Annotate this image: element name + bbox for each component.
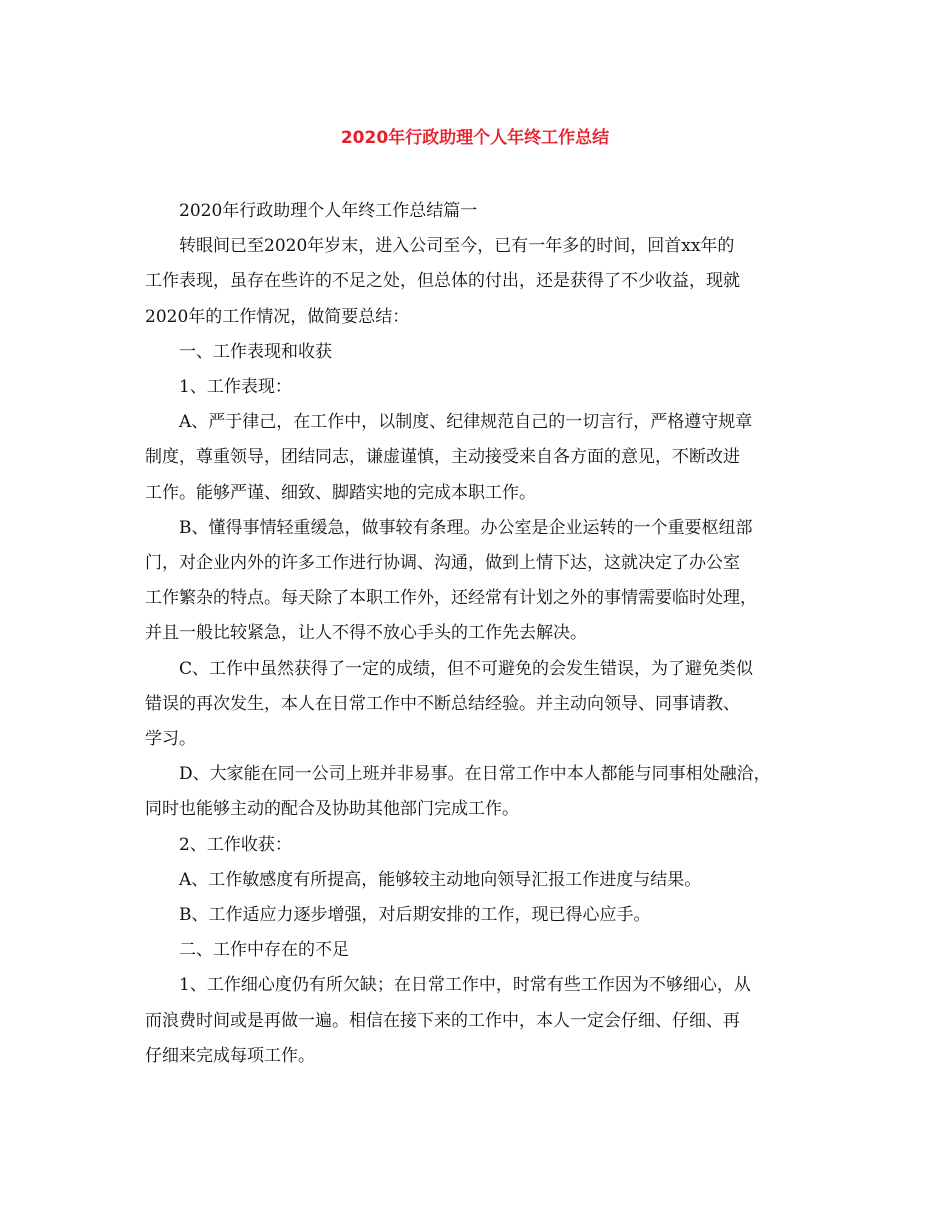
text-line: 二、工作中存在的不足 [179, 940, 349, 961]
text-line: B、工作适应力逐步增强，对后期安排的工作，现已得心应手。 [179, 905, 651, 926]
text-line: 仔细来完成每项工作。 [145, 1045, 315, 1066]
text-line: 门，对企业内外的许多工作进行协调、沟通，做到上情下达，这就决定了办公室 [145, 553, 740, 574]
text-line: 并且一般比较紧急，让人不得不放心手头的工作先去解决。 [145, 623, 587, 644]
text-line: 2、工作收获： [179, 834, 292, 855]
document-body [145, 194, 835, 1074]
text-line: 一、工作表现和收获 [179, 341, 332, 362]
text-line: 工作。能够严谨、细致、脚踏实地的完成本职工作。 [145, 482, 536, 503]
text-line: 工作繁杂的特点。每天除了本职工作外，还经常有计划之外的事情需要临时处理， [145, 588, 757, 609]
text-line: 1、工作细心度仍有所欠缺；在日常工作中，时常有些工作因为不够细心，从 [179, 975, 751, 996]
text-line: 2020年的工作情况，做简要总结： [145, 306, 410, 327]
text-line: 而浪费时间或是再做一遍。相信在接下来的工作中，本人一定会仔细、仔细、再 [145, 1010, 740, 1031]
text-line: 2020年行政助理个人年终工作总结篇一 [179, 201, 478, 221]
text-line: A、严于律己，在工作中，以制度、纪律规范自己的一切言行，严格遵守规章 [179, 412, 753, 433]
text-line: A、工作敏感度有所提高，能够较主动地向领导汇报工作进度与结果。 [179, 869, 702, 890]
text-line: D、大家能在同一公司上班并非易事。在日常工作中本人都能与同事相处融洽， [179, 764, 771, 785]
body-paragraphs [145, 194, 835, 1074]
document-title: 2020年行政助理个人年终工作总结 [340, 128, 610, 148]
text-line: 学习。 [145, 729, 196, 750]
text-line: 转眼间已至2020年岁末，进入公司至今，已有一年多的时间，回首xx年的 [179, 236, 735, 257]
text-line: 错误的再次发生，本人在日常工作中不断总结经验。并主动向领导、同事请教、 [145, 693, 740, 714]
text-line: 同时也能够主动的配合及协助其他部门完成工作。 [145, 799, 519, 820]
text-line: B、懂得事情轻重缓急，做事较有条理。办公室是企业运转的一个重要枢纽部 [179, 517, 753, 538]
text-line: 工作表现，虽存在些许的不足之处，但总体的付出，还是获得了不少收益，现就 [145, 271, 740, 292]
text-line: 1、工作表现： [179, 377, 292, 398]
text-line: 制度，尊重领导，团结同志，谦虚谨慎，主动接受来自各方面的意见，不断改进 [145, 447, 740, 468]
text-line: C、工作中虽然获得了一定的成绩，但不可避免的会发生错误，为了避免类似 [179, 658, 754, 679]
